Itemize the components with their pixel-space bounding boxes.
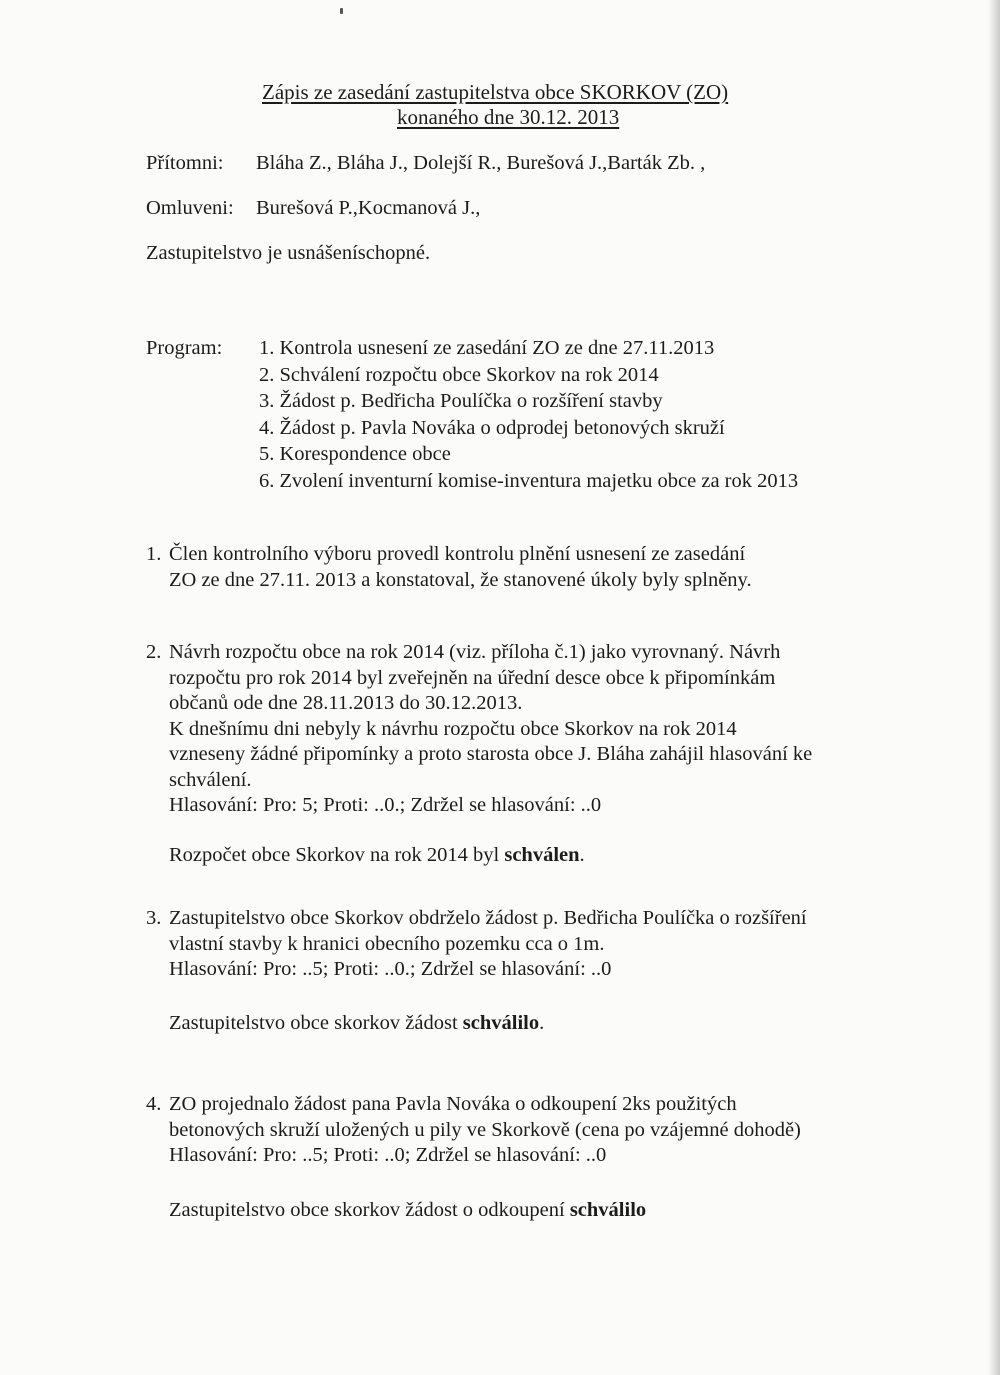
vote-line: Hlasování: Pro: ..5; Proti: ..0.; Zdržel se hlasování: ..0 bbox=[169, 958, 612, 980]
section-result bbox=[169, 843, 946, 869]
section-line: Člen kontrolního výboru provedl kontrolu plnění usnesení ze zasedání bbox=[169, 543, 746, 565]
result-text: Zastupitelstvo obce skorkov žádost bbox=[169, 1011, 463, 1034]
program-item: 3. Žádost p. Bedřicha Poulíčka o rozšíření stavby bbox=[259, 390, 663, 412]
section-1 bbox=[146, 542, 946, 593]
result-text: Zastupitelstvo obce skorkov žádost o odkoupení bbox=[169, 1198, 570, 1221]
program-label: Program: bbox=[146, 337, 223, 359]
document-date-line: konaného dne 30.12. 2013 bbox=[397, 105, 620, 129]
section-line: vzneseny žádné připomínky a proto starosta obce J. Bláha zahájil hlasování ke bbox=[169, 743, 813, 765]
section-number: 1. bbox=[146, 543, 162, 565]
section-3 bbox=[146, 906, 946, 1036]
section-number: 3. bbox=[146, 907, 162, 929]
present-label: Přítomni: bbox=[146, 152, 224, 174]
result-verdict: schválen bbox=[504, 843, 580, 866]
section-line: Zastupitelstvo obce Skorkov obdrželo žádost p. Bedřicha Poulíčka o rozšíření bbox=[169, 907, 807, 929]
vote-line: Hlasování: Pro: ..5; Proti: ..0; Zdržel se hlasování: ..0 bbox=[169, 1144, 607, 1166]
result-suffix: . bbox=[539, 1011, 545, 1034]
section-number: 2. bbox=[146, 641, 162, 663]
paper-speck bbox=[340, 8, 343, 14]
result-text: Rozpočet obce Skorkov na rok 2014 byl bbox=[169, 843, 505, 866]
excused-label: Omluveni: bbox=[146, 197, 234, 219]
section-number: 4. bbox=[146, 1093, 162, 1115]
present-names: Bláha Z., Bláha J., Dolejší R., Burešová J.,Barták Zb. , bbox=[256, 152, 706, 174]
section-line: rozpočtu pro rok 2014 byl zveřejněn na úřední desce obce k připomínkám bbox=[169, 666, 776, 689]
section-line: schválení. bbox=[169, 768, 252, 791]
result-verdict: schválilo bbox=[462, 1011, 540, 1034]
section-line: betonových skruží uložených u pily ve Skorkově (cena po vzájemné dohodě) bbox=[169, 1118, 801, 1141]
program-item: 2. Schválení rozpočtu obce Skorkov na rok 2014 bbox=[259, 363, 659, 386]
section-line: vlastní stavby k hranici obecního pozemku cca o 1m. bbox=[169, 932, 605, 955]
section-line: občanů ode dne 28.11.2013 do 30.12.2013. bbox=[169, 692, 523, 714]
section-result bbox=[169, 1198, 946, 1224]
program-item: 4. Žádost p. Pavla Nováka o odprodej betonových skruží bbox=[259, 416, 725, 439]
vote-line: Hlasování: Pro: 5; Proti: ..0.; Zdržel se hlasování: ..0 bbox=[169, 794, 602, 816]
result-suffix: . bbox=[579, 843, 585, 866]
program-item: 5. Korespondence obce bbox=[259, 443, 451, 465]
section-line: K dnešnímu dni nebyly k návrhu rozpočtu obce Skorkov na rok 2014 bbox=[169, 717, 737, 740]
section-4 bbox=[146, 1092, 946, 1223]
section-2 bbox=[146, 640, 946, 868]
result-verdict: schválilo bbox=[569, 1198, 647, 1221]
document-title: Zápis ze zasedání zastupitelstva obce SKORKOV (ZO) bbox=[262, 80, 729, 104]
program-list bbox=[259, 335, 798, 494]
program-item: 1. Kontrola usnesení ze zasedání ZO ze dne 27.11.2013 bbox=[259, 337, 715, 359]
program-item: 6. Zvolení inventurní komise-inventura majetku obce za rok 2013 bbox=[259, 469, 799, 492]
scan-edge-shadow bbox=[988, 0, 1000, 1375]
section-line: Návrh rozpočtu obce na rok 2014 (viz. příloha č.1) jako vyrovnaný. Návrh bbox=[169, 641, 781, 663]
excused-names: Burešová P.,Kocmanová J., bbox=[256, 197, 481, 219]
section-line: ZO ze dne 27.11. 2013 a konstatoval, že stanovené úkoly byly splněny. bbox=[169, 568, 752, 591]
quorum-statement: Zastupitelstvo je usnášeníschopné. bbox=[146, 242, 431, 264]
section-line: ZO projednalo žádost pana Pavla Nováka o odkoupení 2ks použitých bbox=[169, 1093, 737, 1115]
section-result bbox=[169, 1011, 946, 1037]
